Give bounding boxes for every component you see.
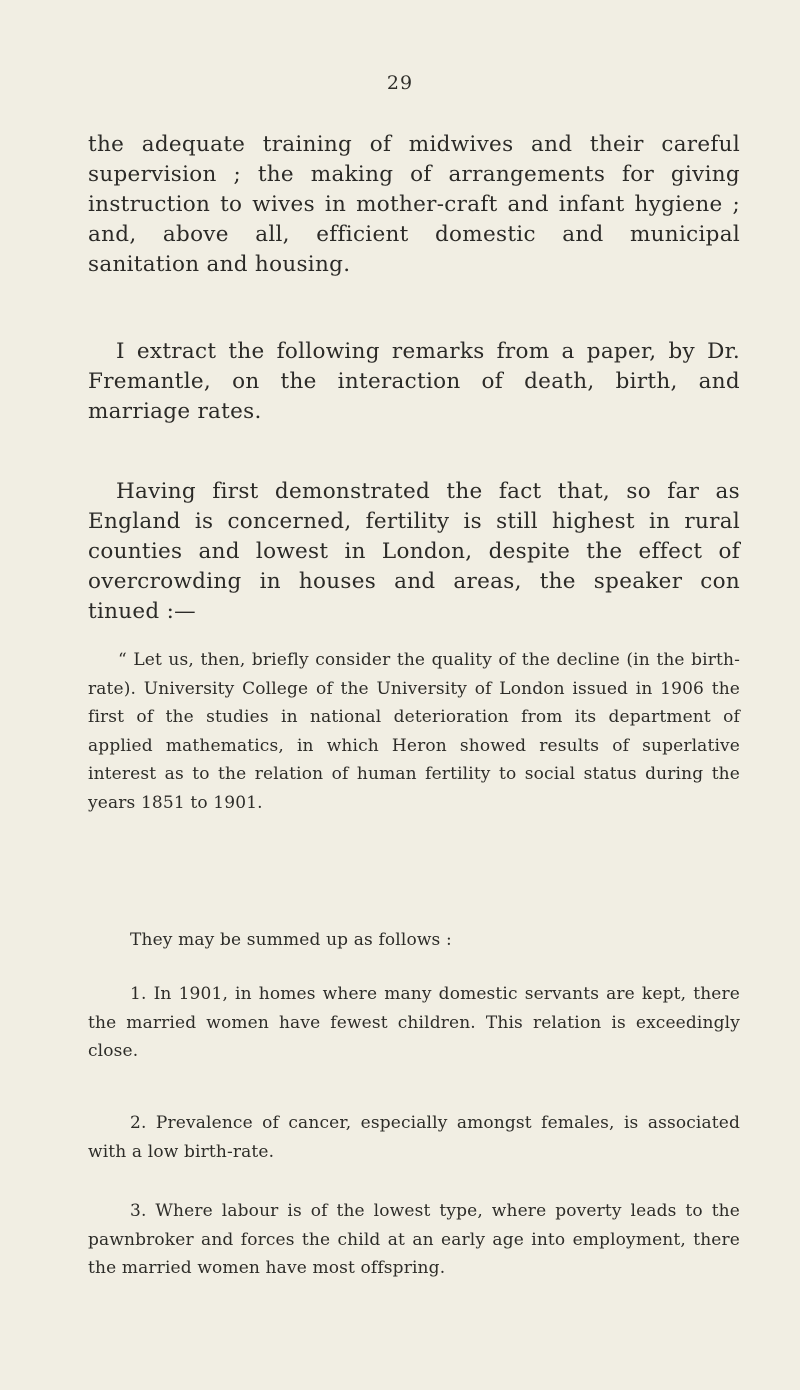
quotation-text: “ Let us, then, briefly consider the quality of the decline (in the birth-rate). University College of the University of London issued in 1906 the first of the studies in national deterioration from its department of applied mathematics, in which Heron showed results of superlative interest as to the relation of human fertility to social status during the years 1851 to 1901. bbox=[88, 650, 740, 813]
paragraph-speaker-context bbox=[88, 477, 740, 627]
list-item-text: 3. Where labour is of the lowest type, where poverty leads to the pawnbroker and forces the child at an early age into employment, there the married women have most offspring. bbox=[88, 1201, 740, 1278]
list-item-text: 2. Prevalence of cancer, especially amongst females, is associated with a low birth-rate. bbox=[88, 1113, 740, 1162]
numbered-list-item bbox=[88, 1109, 740, 1166]
paragraph-extract-intro bbox=[88, 337, 740, 427]
paragraph-continuation bbox=[88, 130, 740, 280]
list-item-text: 1. In 1901, in homes where many domestic servants are kept, there the married women have fewest children. This relation is exceedingly close. bbox=[88, 984, 740, 1061]
paragraph-text: I extract the following remarks from a paper, by Dr. Fremantle, on the interaction of death, birth, and marriage rates. bbox=[88, 339, 740, 424]
numbered-list-item bbox=[88, 1197, 740, 1283]
quotation-text: They may be summed up as follows : bbox=[130, 930, 452, 950]
quotation-opening bbox=[88, 646, 740, 817]
quotation-summary-intro bbox=[88, 926, 740, 955]
paragraph-text: the adequate training of midwives and their careful supervision ; the making of arrangements for giving instruction to wives in mother-craft and infant hygiene ; and, above all, efficient domestic and municipal sanitation and housing. bbox=[88, 132, 740, 277]
page-number: 29 bbox=[386, 72, 414, 94]
paragraph-text: Having first demonstrated the fact that, so far as England is concerned, fertility is still highest in rural counties and lowest in London, despite the effect of overcrowding in houses and areas, the speaker con tinued :— bbox=[88, 479, 740, 624]
numbered-list-item bbox=[88, 980, 740, 1066]
